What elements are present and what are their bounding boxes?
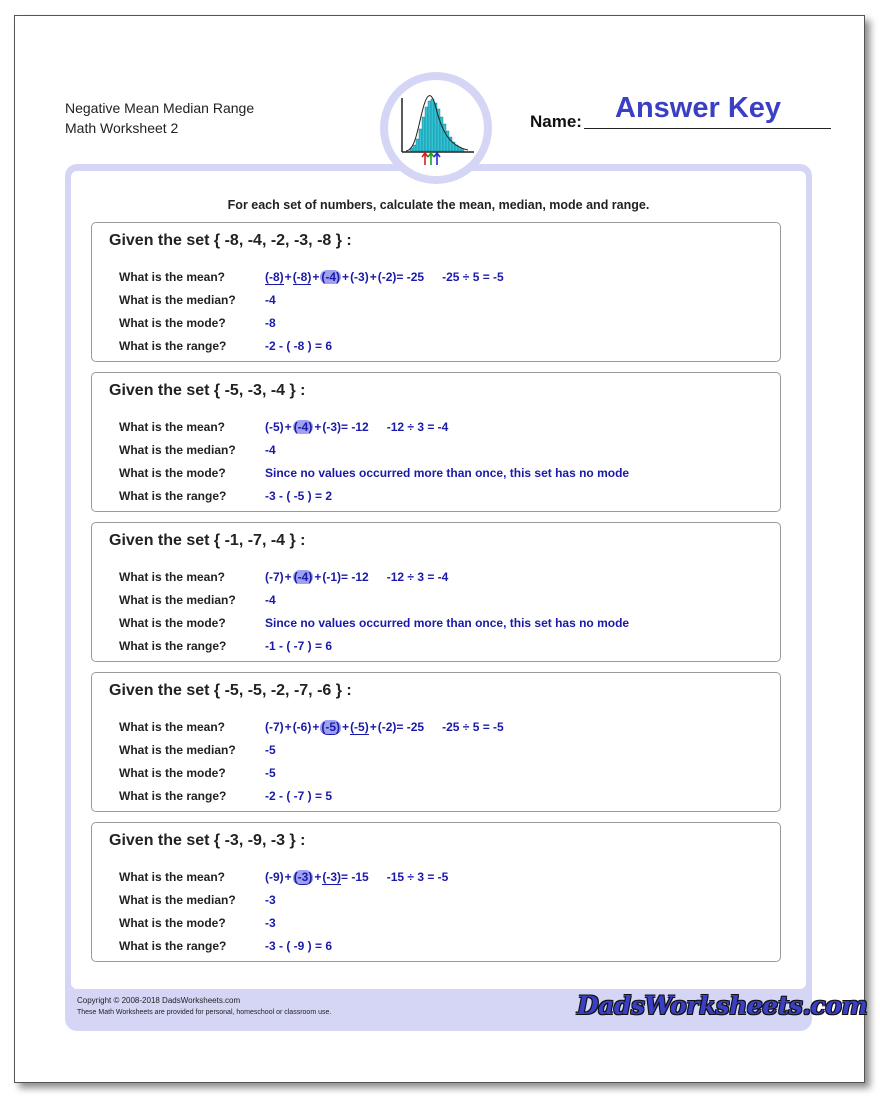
title-line-1: Negative Mean Median Range	[65, 100, 255, 116]
problem-box	[91, 672, 781, 812]
mean-term: (-3)	[322, 420, 342, 434]
histogram-bar	[416, 139, 419, 151]
question-mode: What is the mode?	[119, 316, 226, 330]
worksheet-page	[14, 15, 868, 1083]
plus-sign: +	[342, 720, 350, 734]
answer-mode: -8	[265, 316, 276, 330]
problem-title: Given the set { -5, -3, -4 } :	[109, 382, 306, 399]
worksheet-frame	[65, 164, 868, 1031]
footer	[65, 991, 868, 1031]
plus-sign: +	[284, 570, 292, 584]
question-mean: What is the mean?	[119, 270, 226, 284]
plus-sign: +	[284, 870, 292, 884]
mean-sum: = -25	[396, 270, 425, 284]
question-median: What is the median?	[119, 593, 236, 607]
mean-term: (-2)	[377, 720, 397, 734]
problem-box	[91, 222, 781, 362]
mean-term: (-7)	[265, 720, 284, 734]
mean-term: (-2)	[377, 270, 397, 284]
mean-division: -12 ÷ 3 = -4	[386, 570, 449, 584]
mean-sum: = -15	[341, 870, 369, 884]
plus-sign: +	[284, 270, 292, 284]
mean-term: (-4)	[321, 270, 341, 284]
answer-mean	[265, 570, 448, 584]
plus-sign: +	[284, 720, 292, 734]
question-mean: What is the mean?	[119, 570, 226, 584]
mean-sum: = -25	[396, 720, 425, 734]
question-range: What is the range?	[119, 789, 227, 803]
mean-term: (-9)	[265, 870, 284, 884]
answer-range: -2 - ( -8 ) = 6	[265, 339, 333, 353]
histogram-bar	[419, 129, 422, 151]
question-mean: What is the mean?	[119, 870, 226, 884]
question-range: What is the range?	[119, 489, 227, 503]
mean-term: (-5)	[321, 720, 341, 734]
mean-term: (-1)	[322, 570, 342, 584]
plus-sign: +	[369, 270, 377, 284]
mean-term: (-8)	[265, 270, 284, 284]
mean-term: (-3)	[322, 870, 342, 884]
plus-sign: +	[314, 870, 322, 884]
question-mean: What is the mean?	[119, 720, 226, 734]
mean-term: (-4)	[293, 420, 313, 434]
answer-range: -3 - ( -5 ) = 2	[265, 489, 333, 503]
plus-sign: +	[369, 720, 377, 734]
mean-division: -15 ÷ 3 = -5	[386, 870, 449, 884]
histogram-bar	[428, 101, 431, 151]
question-mode: What is the mode?	[119, 916, 226, 930]
answer-mean	[265, 420, 448, 434]
brand-logo: DadsWorksheets.com	[577, 991, 868, 1020]
answer-range: -3 - ( -9 ) = 6	[265, 939, 333, 953]
mean-term: (-8)	[292, 270, 312, 284]
question-mode: What is the mode?	[119, 616, 226, 630]
problem-box	[91, 822, 781, 962]
mean-division: -25 ÷ 5 = -5	[442, 720, 504, 734]
mean-term: (-5)	[350, 720, 369, 734]
mean-division: -25 ÷ 5 = -5	[442, 270, 504, 284]
problem-title: Given the set { -5, -5, -2, -7, -6 } :	[109, 682, 352, 699]
question-mean: What is the mean?	[119, 420, 226, 434]
mean-term: (-4)	[293, 570, 313, 584]
question-range: What is the range?	[119, 939, 227, 953]
answer-key-label: Answer Key	[615, 92, 782, 124]
problem-title: Given the set { -3, -9, -3 } :	[109, 832, 306, 849]
answer-median: -5	[265, 743, 276, 757]
plus-sign: +	[284, 420, 292, 434]
answer-mode: -5	[265, 766, 276, 780]
logo-badge	[380, 72, 492, 184]
problem-title: Given the set { -1, -7, -4 } :	[109, 532, 306, 549]
answer-mean	[265, 270, 504, 285]
answer-mode: -3	[265, 916, 276, 930]
question-mode: What is the mode?	[119, 766, 226, 780]
question-mode: What is the mode?	[119, 466, 226, 480]
mean-division: -12 ÷ 3 = -4	[386, 420, 449, 434]
answer-median: -4	[265, 293, 276, 307]
histogram-bar	[446, 131, 449, 151]
title-line-2: Math Worksheet 2	[65, 120, 179, 136]
mean-term: (-6)	[292, 720, 312, 734]
mean-term: (-5)	[265, 420, 284, 434]
mean-sum: = -12	[341, 420, 369, 434]
plus-sign: +	[312, 720, 320, 734]
usage-notice: These Math Worksheets are provided for personal, homeschool or classroom use.	[77, 1009, 332, 1016]
answer-median: -3	[265, 893, 276, 907]
histogram-bell-curve-icon	[388, 80, 484, 176]
question-range: What is the range?	[119, 639, 227, 653]
plus-sign: +	[342, 270, 350, 284]
problems-area	[71, 171, 806, 989]
histogram-bar	[425, 107, 428, 151]
instructions: For each set of numbers, calculate the mean, median, mode and range.	[227, 198, 650, 212]
answer-mean	[265, 720, 504, 735]
mean-sum: = -12	[341, 570, 369, 584]
name-line	[584, 128, 831, 129]
answer-median: -4	[265, 593, 276, 607]
answer-median: -4	[265, 443, 276, 457]
histogram-bar	[431, 99, 434, 151]
problem-box	[91, 372, 781, 512]
plus-sign: +	[312, 270, 320, 284]
histogram-bar	[413, 145, 416, 151]
question-range: What is the range?	[119, 339, 227, 353]
mean-term: (-3)	[350, 270, 369, 284]
problem-title: Given the set { -8, -4, -2, -3, -8 } :	[109, 232, 352, 249]
question-median: What is the median?	[119, 743, 236, 757]
answer-range: -1 - ( -7 ) = 6	[265, 639, 333, 653]
histogram-bar	[443, 124, 446, 151]
question-median: What is the median?	[119, 443, 236, 457]
plus-sign: +	[314, 420, 322, 434]
answer-mode: Since no values occurred more than once, this set has no mode	[265, 466, 630, 480]
question-median: What is the median?	[119, 293, 236, 307]
answer-range: -2 - ( -7 ) = 5	[265, 789, 333, 803]
worksheet-title	[65, 98, 254, 138]
plus-sign: +	[314, 570, 322, 584]
answer-mean	[265, 870, 448, 885]
histogram-bar	[422, 117, 425, 151]
question-median: What is the median?	[119, 893, 236, 907]
problem-box	[91, 522, 781, 662]
name-label: Name:	[530, 112, 582, 131]
answer-mode: Since no values occurred more than once, this set has no mode	[265, 616, 630, 630]
mean-term: (-7)	[265, 570, 284, 584]
mean-term: (-3)	[293, 870, 313, 884]
copyright-text: Copyright © 2008-2018 DadsWorksheets.com	[77, 996, 241, 1005]
